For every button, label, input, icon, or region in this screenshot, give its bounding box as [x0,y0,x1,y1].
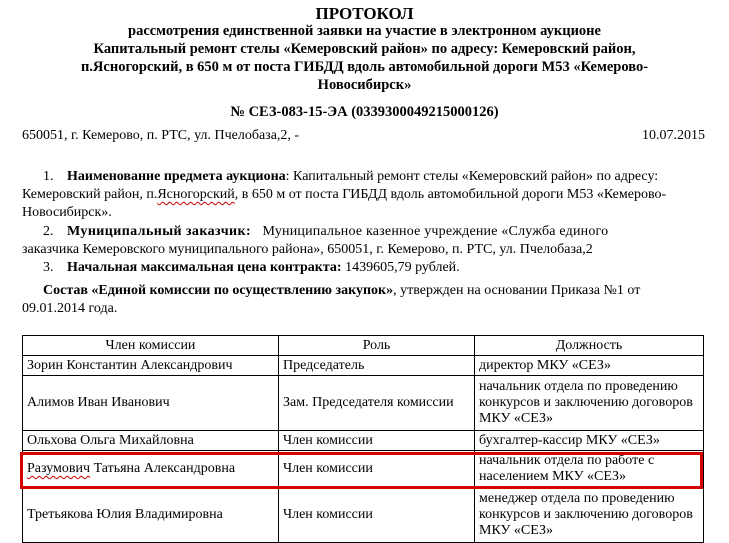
subtitle-line-2: Капитальный ремонт стелы «Кемеровский район» по адресу: Кемеровский район, [93,41,636,57]
table-row [23,376,704,431]
member-role: Зам. Председателя комиссии [279,376,475,431]
item-2-line-1 [22,224,608,240]
member-role: Член комиссии [279,488,475,543]
item-3-value: 1439605,79 рублей. [345,260,460,275]
item-2-number: 2. [43,224,54,239]
meta-address: 650051, г. Кемерово, п. РТС, ул. Пчелобаза,2, - [22,128,300,143]
member-position: менеджер отдела по проведению конкурсов и заключению договоров МКУ «СЕЗ» [475,488,704,543]
table-row [23,488,704,543]
item-2-text-1: Муниципальное казенное учреждение «Служба единого [262,224,609,239]
item-2-line-2: заказчика Кемеровского муниципального района», 650051, г. Кемерово, п. РТС, ул. Пчелобаза,2 [22,242,593,257]
meta-date: 10.07.2015 [642,128,705,143]
member-name: Алимов Иван Иванович [23,376,279,431]
item-1-line-3: Новосибирск». [22,205,112,220]
highlight-box [20,452,703,489]
table-header-row [23,336,704,356]
item-1-text-1: : Капитальный ремонт стелы «Кемеровский район» по адресу: [285,169,659,184]
member-role: Член комиссии [279,431,475,451]
table-row [23,356,704,376]
member-position: директор МКУ «СЕЗ» [475,356,704,376]
item-3-label: Начальная максимальная цена контракта: [67,260,342,275]
item-1-label: Наименование предмета аукциона [67,169,286,184]
item-2-label: Муниципальный заказчик: [67,224,252,239]
member-name: Ольхова Ольга Михайловна [23,431,279,451]
document-title: ПРОТОКОЛ [315,4,414,23]
commission-line-1 [22,283,640,299]
commission-label: Состав «Единой комиссии по осуществлению закупок» [43,283,394,298]
member-name: Зорин Константин Александрович [23,356,279,376]
column-header-member: Член комиссии [23,336,279,356]
protocol-number: № СЕЗ-083-15-ЭА (0339300049215000126) [230,104,499,120]
member-role: Член комиссии [279,451,475,488]
subtitle-line-3: п.Ясногорский, в 650 м от поста ГИБДД вдоль автомобильной дороги М53 «Кемерово- [80,59,649,75]
item-1-line-1 [22,169,703,185]
item-3-number: 3. [43,260,54,275]
commission-members-table [22,335,704,543]
member-position: начальник отдела по проведению конкурсов и заключению договоров МКУ «СЕЗ» [475,376,704,431]
item-1-number: 1. [43,169,54,184]
commission-text: , утвержден на основании Приказа №1 от [393,283,641,298]
member-name: Третьякова Юлия Владимировна [23,488,279,543]
subtitle-line-1: рассмотрения единственной заявки на участие в электронном аукционе [128,23,601,39]
member-position: бухгалтер-кассир МКУ «СЕЗ» [475,431,704,451]
member-name: Разумович Татьяна Александровна [23,451,279,488]
commission-line-2: 09.01.2014 года. [22,301,118,316]
column-header-position: Должность [475,336,704,356]
table-row [23,431,704,451]
member-position: начальник отдела по работе с населением МКУ «СЕЗ» [475,451,704,488]
member-role: Председатель [279,356,475,376]
column-header-role: Роль [279,336,475,356]
item-1-line-2: Кемеровский район, п.Ясногорский, в 650 м от поста ГИБДД вдоль автомобильной дороги М53 «Кемерово- [22,187,667,202]
subtitle-line-4: Новосибирск» [317,77,412,93]
item-3-line [22,260,460,276]
